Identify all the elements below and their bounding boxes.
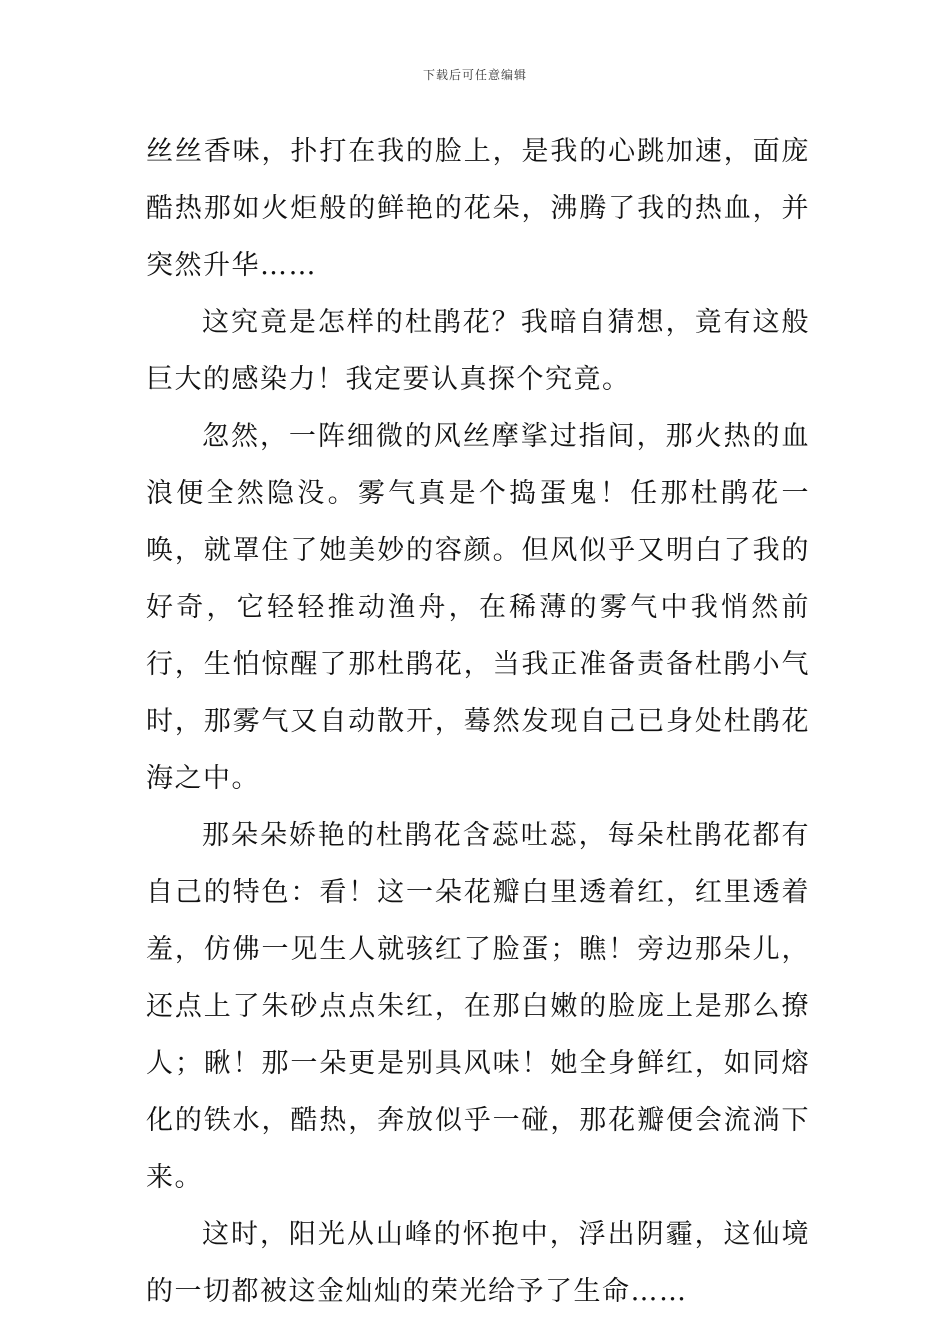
paragraph-5: 这时，阳光从山峰的怀抱中，浮出阴霾，这仙境的一切都被这金灿灿的荣光给予了生命……	[146, 1219, 810, 1307]
paragraph-1: 丝丝香味，扑打在我的脸上，是我的心跳加速，面庞酷热那如火炬般的鲜艳的花朵，沸腾了我的热血，并突然升华……	[146, 136, 810, 281]
page-header: 下载后可任意编辑	[422, 68, 527, 82]
paragraph-3: 忽然，一阵细微的风丝摩挲过指间，那火热的血浪便全然隐没。雾气真是个捣蛋鬼！任那杜鹃花一唤，就罩住了她美妙的容颜。但风似乎又明白了我的好奇，它轻轻推动渔舟，在稀薄的雾气中我悄然前行，生怕惊醒了那杜鹃花，当我正准备责备杜鹃小气时，那雾气又自动散开，蓦然发现自己已身处杜鹃花海之中。	[146, 421, 810, 794]
article-body	[146, 123, 810, 1320]
paragraph-2: 这究竟是怎样的杜鹃花？我暗自猜想，竟有这般巨大的感染力！我定要认真探个究竟。	[146, 307, 810, 395]
paragraph-4: 那朵朵娇艳的杜鹃花含蕊吐蕊，每朵杜鹃花都有自己的特色：看！这一朵花瓣白里透着红，红里透着羞，仿佛一见生人就骇红了脸蛋；瞧！旁边那朵儿，还点上了朱砂点点朱红，在那白嫩的脸庞上是那么撩人；瞅！那一朵更是别具风味！她全身鲜红，如同熔化的铁水，酷热，奔放似乎一碰，那花瓣便会流淌下来。	[146, 820, 810, 1193]
